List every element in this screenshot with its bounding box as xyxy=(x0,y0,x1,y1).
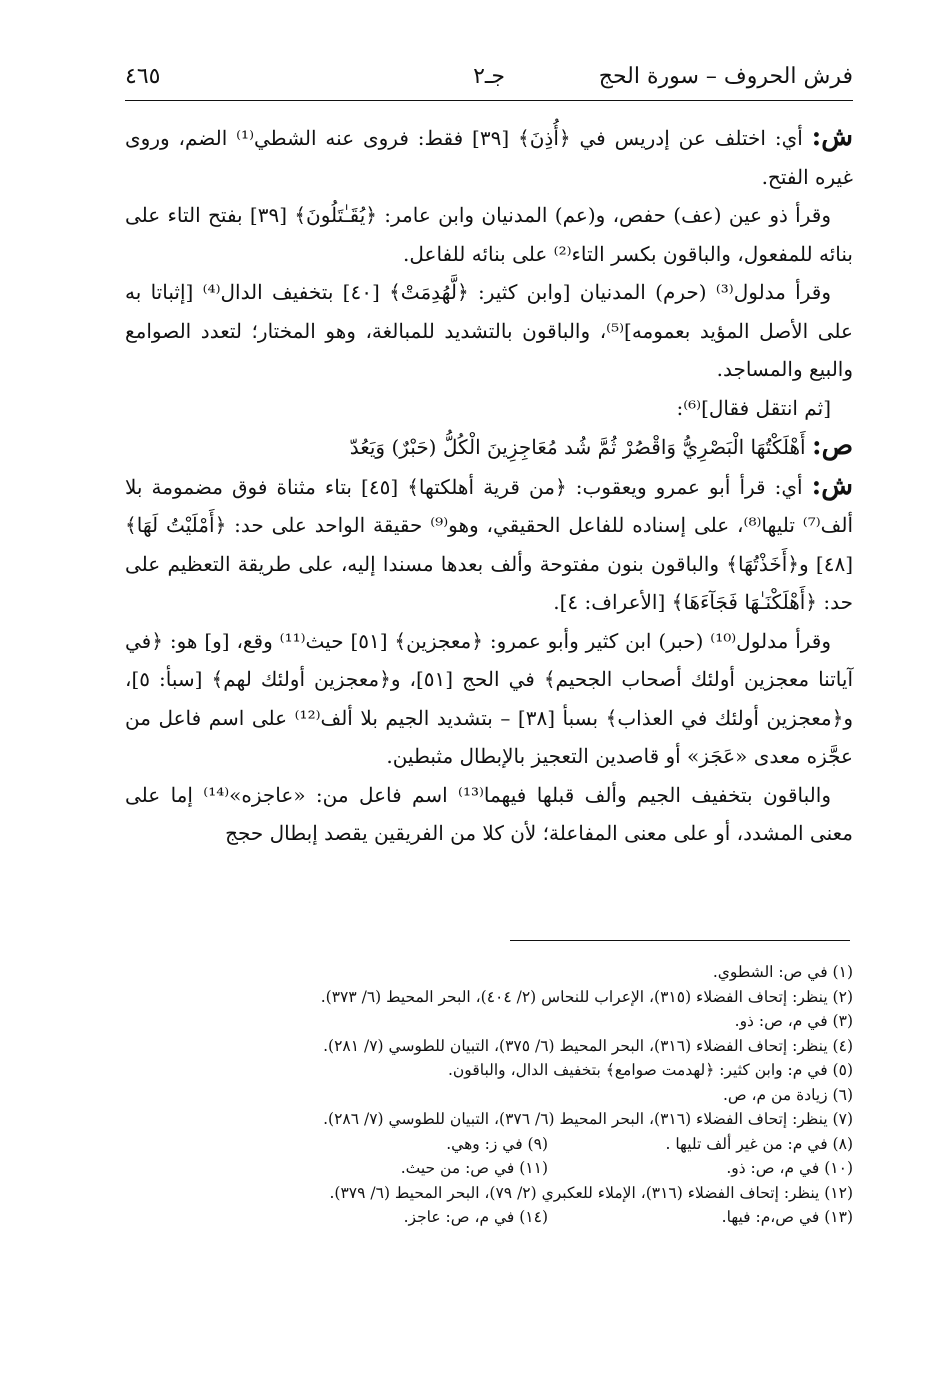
footnote: (١٢) ينظر: إتحاف الفضلاء (٣١٦)، الإملاء للعكبري (٢/ ٧٩)، البحر المحيط (٦/ ٣٧٩). xyxy=(329,1183,853,1202)
sharh-label: ش: xyxy=(811,122,853,152)
footnote: (٨) في م: من غير ألف تليها . xyxy=(665,1134,853,1153)
footnote: (٧) ينظر: إتحاف الفضلاء (٣١٦)، البحر المحيط (٦/ ٣٧٦)، التبيان للطوسي (٧/ ٢٨٦). xyxy=(323,1110,853,1128)
sharh-label: ش: xyxy=(811,470,854,501)
paragraph-2: وقرأ ذو عين (عف) حفص، و(عم) المدنيان وابن عامر: ﴿يُقَـٰتَلُونَ﴾ [٣٩] بفتح التاء على بنائه للمفعول، والباقون بكسر التاء⁽²⁾ على بنائه للفاعل. xyxy=(125,203,853,266)
main-text xyxy=(125,118,853,853)
footnote: (١) في ص: الشطوي. xyxy=(712,963,853,981)
footnote: (٣) في م، ص: ذو. xyxy=(734,1012,853,1030)
footnotes xyxy=(125,960,853,1230)
header-title: فرش الحروف – سورة الحج xyxy=(598,64,853,89)
footnote: (٤) ينظر: إتحاف الفضلاء (٣١٦)، البحر المحيط (٦/ ٣٧٥)، التبيان للطوسي (٧/ ٢٨١). xyxy=(323,1036,853,1055)
paragraph-7: وقرأ مدلول⁽¹⁰⁾ (حبر) ابن كثير وأبو عمرو: ﴿معجزين﴾ [٥١] حيث⁽¹¹⁾ وقع، [و] هو: ﴿في آياتنا معجزين أولئك أصحاب الجحيم﴾ في الحج [٥١]، و﴿معجزين أولئك لهم﴾ [سبأ: ٥]، و﴿معجزين أولئك في العذاب﴾ بسبأ [٣٨] – بتشديد الجيم بلا ألف⁽¹²⁾ على اسم فاعل من عجَّزه معدى «عَجَز» أو قاصدين التعجيز بالإبطال مثبطين. xyxy=(125,628,853,768)
footnote-pair xyxy=(125,1156,853,1181)
footnote-pair xyxy=(125,1205,853,1230)
paragraph-1 xyxy=(125,118,853,196)
paragraph-8: والباقون بتخفيف الجيم وألف قبلها فيهما⁽¹³⁾ اسم فاعل من: «عاجزه»⁽¹⁴⁾ إما على معنى المشدد، أو على معنى المفاعلة؛ لأن كلا من الفريقين يقصد إبطال حجج xyxy=(125,782,853,845)
page-number: ٤٦٥ xyxy=(125,64,161,89)
footnote: (٢) ينظر: إتحاف الفضلاء (٣١٥)، الإعراب للنحاس (٢/ ٤٠٤)، البحر المحيط (٦/ ٣٧٣). xyxy=(320,987,853,1006)
poem-line-text: أَهْلَكْتُهَا الْبَصْرِيُّ وَاقْصُرْ ثُمَّ شُد مُعَاجِزِينَ الْكُلُّ (حَبْرٌ) وَيَعُدّ xyxy=(349,435,812,459)
footnote: (٩) في ز: وهي. xyxy=(446,1134,548,1153)
footnote: (١٣) في ص،م: فيها. xyxy=(721,1208,853,1226)
footnote: (٦) زيادة من م، ص. xyxy=(722,1085,853,1104)
footnote: (٥) في م: وابن كثير: ﴿لهدمت صوامع﴾ بتخفيف الدال، والباقون. xyxy=(448,1061,853,1079)
header-rule xyxy=(125,100,853,101)
footnote: (١٤) في م، ص: عاجز. xyxy=(403,1208,548,1226)
footnote-rule xyxy=(510,940,850,941)
running-header xyxy=(125,62,853,98)
footnote-pair xyxy=(125,1132,853,1157)
volume-number: جـ٢ xyxy=(473,64,505,89)
poem-line xyxy=(125,427,853,467)
footnote: (١١) في ص: من حيث. xyxy=(400,1159,548,1177)
paragraph-4: [ثم انتقل فقال]⁽⁶⁾: xyxy=(676,395,831,420)
paragraph-1-text: أي: اختلف عن إدريس في ﴿أُذِنَ﴾ [٣٩] فقط: فروى عنه الشطي⁽¹⁾ الضم، وروى غيره الفتح. xyxy=(125,126,853,189)
paragraph-3: وقرأ مدلول⁽³⁾ (حرم) المدنيان [وابن كثير: ﴿لَّهُدِمَتْ﴾ [٤٠] بتخفيف الدال⁽⁴⁾ [إثباتا به على الأصل المؤيد بعمومه]⁽⁵⁾، والباقون بالتشديد للمبالغة، وهو المختار؛ لتعدد الصوامع والبيع والمساجد. xyxy=(125,280,853,381)
paragraph-6-text: أي: قرأ أبو عمرو ويعقوب: ﴿من قرية أهلكتها﴾ [٤٥] بتاء مثناة فوق مضمومة بلا ألف⁽⁷⁾ تليها⁽⁸⁾، على إسناده للفاعل الحقيقي، وهو⁽⁹⁾ حقيقة الواحد على حد: ﴿أَمْلَيْتُ لَهَا﴾ [٤٨] و﴿أَخَذْتُهَا﴾ والباقون بنون مفتوحة وألف بعدها مسندا إليه، على طريقة التعظيم على حد: ﴿أَهْلَكْنَـٰهَا فَجَآءَهَا﴾ [الأعراف: ٤]. xyxy=(125,474,854,614)
matn-label: ص: xyxy=(811,431,853,461)
paragraph-6 xyxy=(125,467,853,622)
footnote: (١٠) في م، ص: ذو. xyxy=(726,1159,853,1177)
